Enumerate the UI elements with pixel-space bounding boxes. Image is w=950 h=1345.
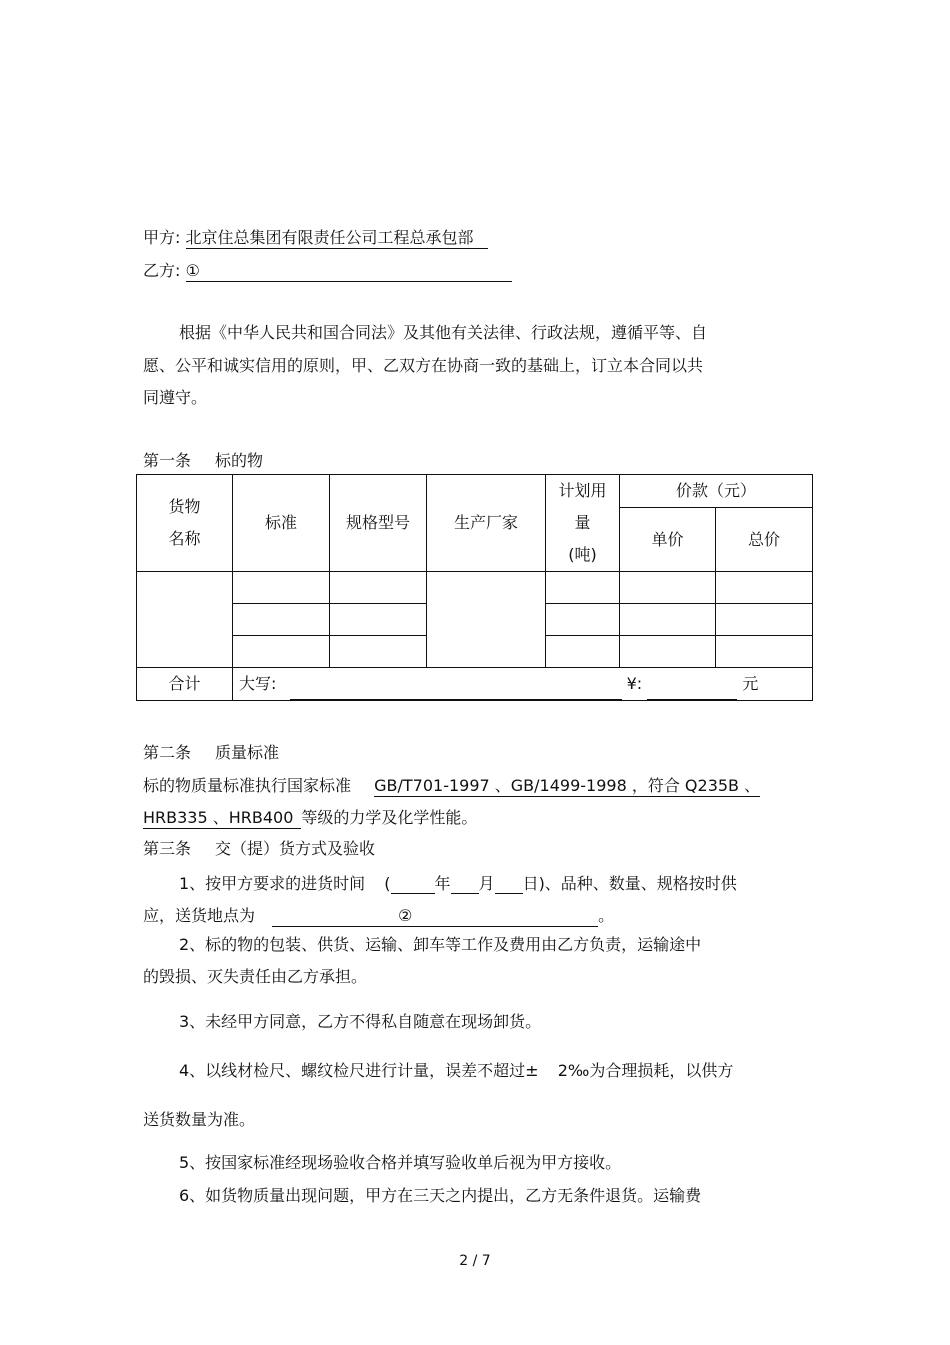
table-cell [716, 572, 813, 604]
clause-1-delivery-place [272, 906, 598, 927]
clause-4-tolerance: 2‰为合理损耗，以供方 [557, 1061, 734, 1080]
header-goods-name-line2: 名称 [168, 529, 201, 548]
clause-1-line-1 [179, 874, 737, 894]
party-b-label: 乙方: [143, 261, 181, 280]
clause-1-day-blank [495, 875, 523, 894]
clause-4-text: 4、以线材检尺、螺纹检尺进行计量，误差不超过± [179, 1061, 539, 1080]
article-2-heading [143, 743, 279, 763]
table-cell [620, 572, 716, 604]
clause-1-text: 1、按甲方要求的进货时间 [179, 874, 366, 893]
clause-1-year-blank [391, 875, 435, 894]
party-b-line [143, 261, 512, 282]
article-2-subject: 质量标准 [215, 743, 280, 762]
clause-2-line-2: 的毁损、灭失责任由乙方承担。 [143, 967, 368, 986]
party-a-value: 北京住总集团有限责任公司工程总承包部 [186, 228, 488, 249]
article-3-subject: 交（提）货方式及验收 [215, 839, 376, 858]
intro-line-3: 同遵守。 [143, 388, 208, 407]
party-a-label: 甲方: [143, 228, 181, 247]
intro-line-1: 根据《中华人民共和国合同法》及其他有关法律、行政法规，遵循平等、自 [179, 323, 708, 342]
page-number: 2 / 7 [459, 1253, 491, 1269]
header-quantity-line1: 计划用 [558, 481, 607, 500]
total-capital-line [290, 679, 622, 700]
table-cell [137, 572, 233, 668]
header-goods-name [137, 475, 233, 572]
clause-1-line-2 [143, 906, 614, 927]
clause-1-month: 月 [478, 874, 495, 893]
table-cell [330, 604, 427, 636]
table-cell [330, 572, 427, 604]
clause-6: 6、如货物质量出现问题，甲方在三天之内提出，乙方无条件退货。运输费 [179, 1186, 702, 1205]
intro-line-2: 愿、公平和诚实信用的原则，甲、乙双方在协商一致的基础上，订立本合同以共 [143, 356, 704, 375]
clause-1-paren: ( [384, 874, 391, 893]
goods-table [136, 474, 813, 701]
header-price: 价款（元） [620, 475, 813, 508]
header-quantity-line3: (吨) [568, 545, 597, 564]
party-b-value: ① [186, 261, 512, 282]
article-2-line-1-text: 标的物质量标准执行国家标准 [143, 776, 352, 795]
clause-1-month-blank [451, 875, 479, 894]
clause-1-mark: ② [397, 906, 413, 925]
table-cell [620, 636, 716, 668]
table-cell [546, 604, 620, 636]
header-spec: 规格型号 [330, 475, 427, 572]
total-capital-label: 大写: [239, 674, 277, 693]
header-manufacturer: 生产厂家 [427, 475, 546, 572]
article-1-heading [143, 451, 263, 471]
party-a-line [143, 228, 488, 249]
table-cell [233, 604, 330, 636]
clause-3: 3、未经甲方同意，乙方不得私自随意在现场卸货。 [179, 1012, 542, 1031]
header-quantity-line2: 量 [574, 513, 591, 532]
table-cell [233, 636, 330, 668]
article-2-line-2 [143, 808, 477, 829]
total-label: 合计 [137, 668, 233, 701]
article-2-title: 第二条 [143, 743, 192, 762]
article-2-standards: GB/T701-1997 、GB/1499-1998 ，符合 Q235B 、 [374, 776, 761, 795]
article-1-title: 第一条 [143, 451, 192, 470]
clause-4-line-2: 送货数量为准。 [143, 1110, 256, 1129]
clause-4-line-1 [179, 1061, 733, 1081]
table-cell [716, 604, 813, 636]
clause-5: 5、按国家标准经现场验收合格并填写验收单后视为甲方接收。 [179, 1153, 622, 1172]
article-2-line-2-text: 等级的力学及化学性能。 [301, 808, 478, 827]
clause-1-end: 。 [598, 906, 615, 925]
table-cell [427, 572, 546, 668]
clause-1-day: 日)、品种、数量、规格按时供 [522, 874, 737, 893]
clause-1-delivery-label: 应，送货地点为 [143, 906, 256, 925]
table-cell [546, 636, 620, 668]
total-yuan-label: 元 [742, 674, 759, 693]
header-goods-name-line1: 货物 [168, 497, 201, 516]
table-total-row [137, 668, 813, 701]
article-2-grades: HRB335 、HRB400 [143, 808, 301, 829]
clause-2-line-1: 2、标的物的包装、供货、运输、卸车等工作及费用由乙方负责，运输途中 [179, 935, 702, 954]
header-unit-price: 单价 [620, 508, 716, 572]
table-cell [716, 636, 813, 668]
header-quantity [546, 475, 620, 572]
clause-1-year: 年 [434, 874, 451, 893]
header-standard: 标准 [233, 475, 330, 572]
table-cell [233, 572, 330, 604]
article-3-title: 第三条 [143, 839, 192, 858]
table-cell [330, 636, 427, 668]
table-cell [546, 572, 620, 604]
table-cell [620, 604, 716, 636]
total-yen-line [647, 679, 737, 700]
table-header-row [137, 475, 813, 508]
total-yen-label: ¥: [626, 674, 643, 693]
article-3-heading [143, 839, 375, 859]
table-row [137, 572, 813, 604]
article-1-subject: 标的物 [215, 451, 264, 470]
total-amount-cell [233, 668, 813, 701]
article-2-line-1 [143, 776, 760, 797]
header-total-price: 总价 [716, 508, 813, 572]
